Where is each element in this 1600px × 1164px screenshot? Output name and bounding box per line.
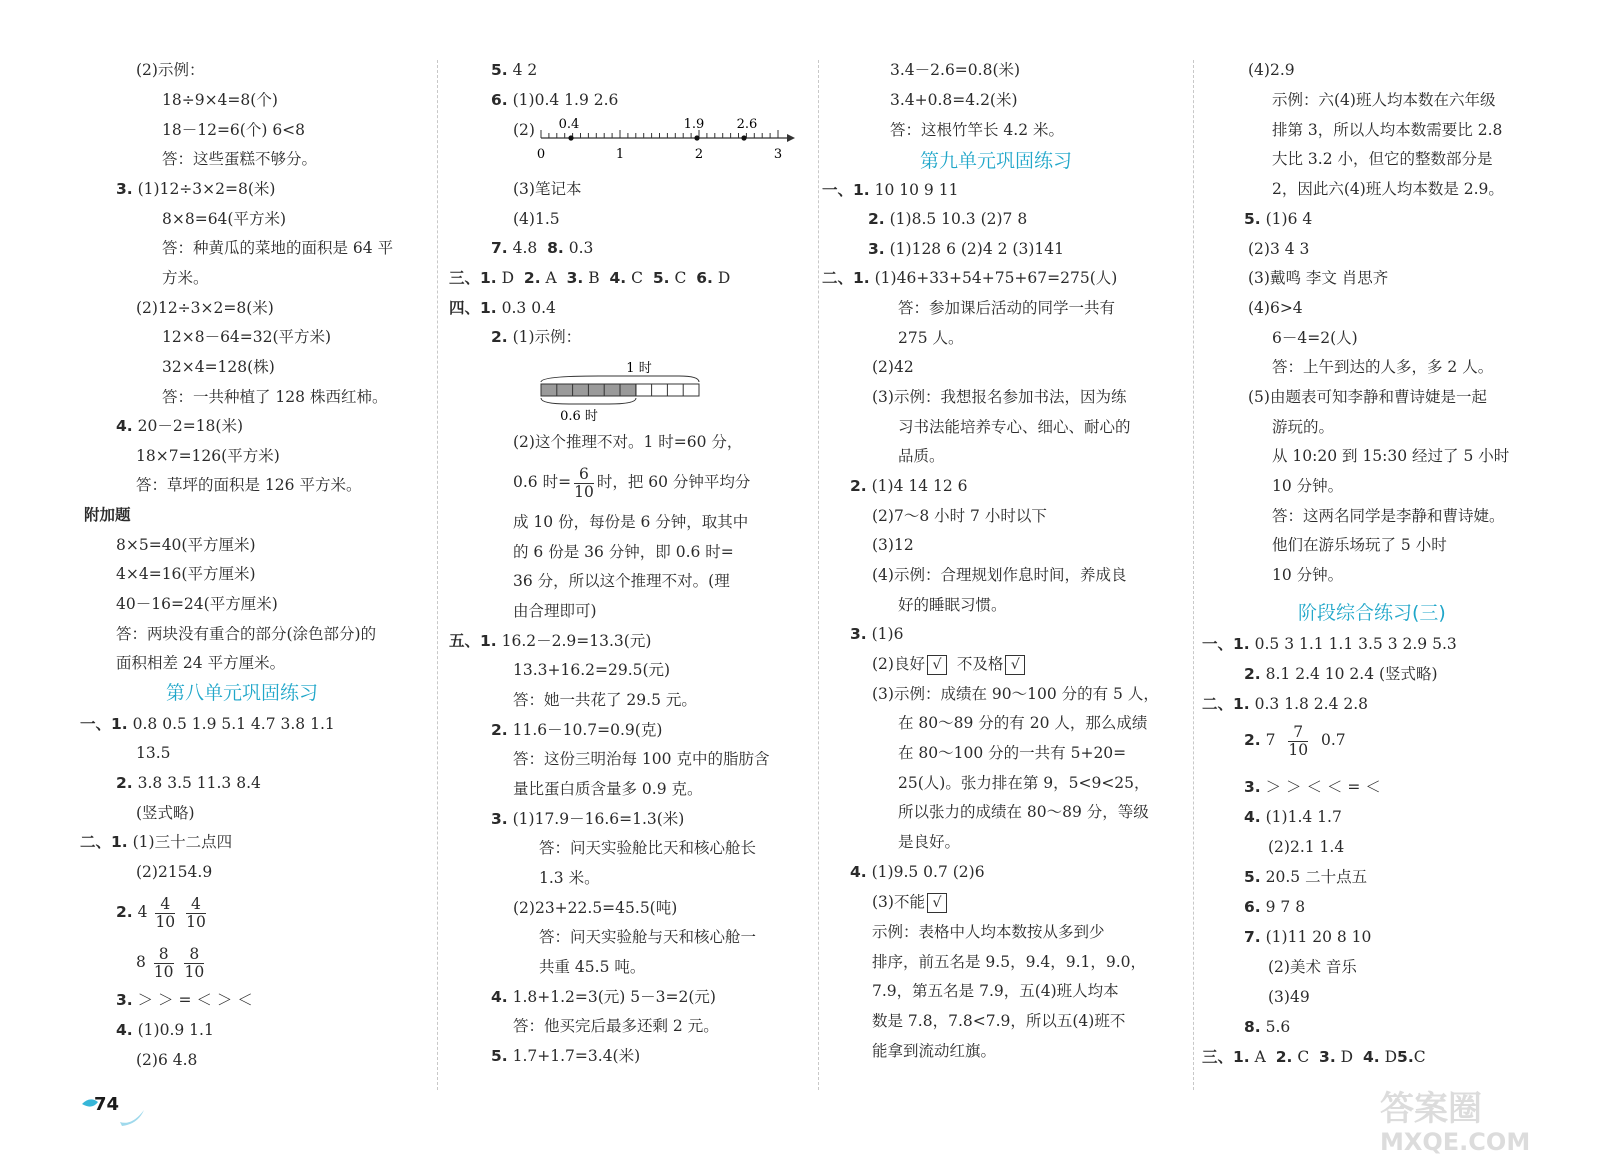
text-line: (3)12: [872, 536, 914, 554]
answer-column-2: [449, 54, 810, 1104]
text-line: 所以张力的成绩在 80～89 分，等级: [898, 803, 1149, 821]
text-line: 1.3 米。: [539, 869, 600, 887]
text-line: 答：问天实验舱与天和核心舱一: [539, 928, 757, 946]
text-line: (2)良好 √ 不及格 √: [872, 654, 1025, 675]
text-line: (3)示例：成绩在 90～100 分的有 5 人，: [872, 685, 1159, 703]
text-line: 6－4=2(人): [1272, 329, 1358, 347]
answer-column-4: [1202, 54, 1580, 1104]
question-number: 一、1.: [822, 181, 870, 199]
text-line: 五、1. 16.2－2.9=13.3(元): [449, 632, 652, 650]
question-number: 2.: [1244, 665, 1261, 683]
text-line: (5)由题表可知李静和曹诗婕是一起: [1248, 388, 1487, 406]
section-title-unit8: 第八单元巩固练习: [166, 682, 319, 704]
text-line: (4)1.5: [513, 210, 560, 228]
text-line: 3.4+0.8=4.2(米): [890, 91, 1018, 109]
text-line: 品质。: [898, 447, 945, 465]
text-line: 示例：六(4)班人均本数在六年级: [1272, 91, 1496, 109]
text-line: 18×7=126(平方米): [136, 447, 280, 465]
question-number: 3.: [1244, 778, 1261, 796]
text-line: 量比蛋白质含量多 0.9 克。: [513, 780, 703, 798]
text-line: 4. (1)1.4 1.7: [1244, 808, 1342, 826]
question-number: 二、1.: [80, 833, 128, 851]
number-line-point: [741, 135, 746, 140]
fraction-line: 2. 4 $\frac{4}{10}$ $\frac{4}{10}$: [116, 894, 206, 931]
text-line: 3. (1)6: [850, 625, 904, 643]
text-line: 8×5=40(平方厘米): [116, 536, 256, 554]
text-line: 6. 9 7 8: [1244, 898, 1306, 916]
text-line: 2. 3.8 3.5 11.3 8.4: [116, 774, 261, 792]
text-line: 排第 3，所以人均本数需要比 2.8: [1272, 121, 1503, 139]
question-number: 2.: [491, 721, 508, 739]
text-line: 4. 1.8+1.2=3(元) 5－3=2(元): [491, 988, 716, 1006]
question-number: 三、1.: [1202, 1048, 1250, 1066]
question-number: 6.: [1244, 898, 1261, 916]
text-line: 示例：表格中人均本数按从多到少: [872, 923, 1105, 941]
text-line: 4. (1)9.5 0.7 (2)6: [850, 863, 985, 881]
question-number: 2.: [1244, 731, 1261, 749]
text-line: 习书法能培养专心、细心、耐心的: [898, 418, 1131, 436]
text-line: 2. 11.6－10.7=0.9(克): [491, 721, 663, 739]
text-line: 3.4－2.6=0.8(米): [890, 61, 1021, 79]
text-line: 12×8－64=32(平方米): [162, 328, 332, 346]
text-line: 8. 5.6: [1244, 1018, 1291, 1036]
text-line: (3)不能 √: [872, 892, 947, 913]
bar-label-top: 1 时: [626, 361, 652, 376]
question-number: 3.: [868, 240, 885, 258]
text-line: 2. 8.1 2.4 10 2.4 (竖式略): [1244, 665, 1438, 683]
text-line: (2)2.1 1.4: [1268, 838, 1345, 856]
text-line: 5. 1.7+1.7=3.4(米): [491, 1047, 641, 1065]
text-line: 答：两块没有重合的部分(涂色部分)的: [116, 625, 377, 643]
number-line-point: [694, 135, 699, 140]
number-line-label: 0.4: [558, 117, 580, 132]
text-line: 答：这两名同学是李静和曹诗婕。: [1272, 507, 1505, 525]
question-number: 5.: [1244, 868, 1261, 886]
fraction: $\frac{7}{10}$: [1288, 722, 1309, 759]
question-number: 3.: [491, 810, 508, 828]
text-line: 10 分钟。: [1272, 566, 1344, 584]
check-box: √: [927, 655, 947, 675]
fraction: $\frac{6}{10}$: [574, 464, 594, 501]
number-line-label: 1.9: [683, 117, 705, 132]
text-line: 4×4=16(平方厘米): [116, 565, 256, 583]
text-line: 25(人)。张力排在第 9，5<9<25，: [898, 774, 1150, 792]
text-line: 5. (1)6 4: [1244, 210, 1313, 228]
question-number: 4.: [850, 863, 867, 881]
text-line: 二、1. (1)三十二点四: [80, 833, 233, 851]
text-line: 游玩的。: [1272, 418, 1335, 436]
text-line: 3. ＞ ＞ ＜ ＜ = ＜: [1244, 778, 1381, 796]
question-number: 一、1.: [80, 715, 128, 733]
fraction: $\frac{8}{10}$: [153, 944, 174, 981]
text-line: 数是 7.8，7.8<7.9，所以五(4)班不: [872, 1012, 1126, 1030]
text-line: 三、1. D 2. A 3. B 4. C 5. C 6. D: [449, 269, 731, 287]
text-line: 在 80～89 分的有 20 人，那么成绩: [898, 714, 1148, 732]
question-number: 3.: [116, 180, 133, 198]
text-line: (2)7～8 小时 7 小时以下: [872, 507, 1047, 525]
section-title-stage3: 阶段综合练习(三): [1298, 602, 1446, 624]
text-line: 排序，前五名是 9.5，9.4，9.1，9.0，: [872, 953, 1147, 971]
text-line: (4)6>4: [1248, 299, 1303, 317]
text-line: (2)2154.9: [136, 863, 213, 881]
text-line: 是良好。: [898, 833, 961, 851]
text-line: 13.3+16.2=29.5(元): [513, 661, 671, 679]
text-line: (2)3 4 3: [1248, 240, 1310, 258]
question-number: 4.: [116, 1021, 133, 1039]
text-line: 由合理即可): [513, 602, 597, 620]
question-number: 3.: [116, 991, 133, 1009]
text-line: (2)示例：: [136, 61, 205, 79]
text-line: (4)示例：合理规划作息时间，养成良: [872, 566, 1127, 584]
answer-column-1: [78, 54, 430, 1104]
question-number: 7.: [1244, 928, 1261, 946]
number-line-label: 0: [536, 147, 546, 162]
question-number: 3.: [850, 625, 867, 643]
text-line: (3)示例：我想报名参加书法，因为练: [872, 388, 1127, 406]
text-line: 二、1. 0.3 1.8 2.4 2.8: [1202, 695, 1369, 713]
question-number: 4.: [116, 417, 133, 435]
text-line: (4)2.9: [1248, 61, 1295, 79]
text-line: (3)49: [1268, 988, 1310, 1006]
text-line: 一、1. 10 10 9 11: [822, 181, 959, 199]
number-line-label: 3: [773, 147, 783, 162]
text-line: 6. (1)0.4 1.9 2.6: [491, 91, 619, 109]
text-line: 答：参加课后活动的同学一共有: [898, 299, 1116, 317]
text-line: 2. (1)4 14 12 6: [850, 477, 968, 495]
question-number: 5.: [491, 1047, 508, 1065]
column-divider: [818, 60, 819, 1090]
text-line: 大比 3.2 小，但它的整数部分是: [1272, 150, 1493, 168]
question-number: 2.: [850, 477, 867, 495]
fraction-line: 8 $\frac{8}{10}$ $\frac{8}{10}$: [136, 944, 205, 981]
text-line: 2. (1)示例：: [491, 328, 582, 346]
question-number: 二、1.: [822, 269, 870, 287]
question-number: 二、1.: [1202, 695, 1250, 713]
text-line: 答：上午到达的人多，多 2 人。: [1272, 358, 1494, 376]
question-number: 5.: [491, 61, 508, 79]
fraction-line: 0.6 时= $\frac{6}{10}$ 时，把 60 分钟平均分: [513, 464, 751, 501]
text-line: 2，因此六(4)班人均本数是 2.9。: [1272, 180, 1504, 198]
text-line: 3. (1)12÷3×2=8(米): [116, 180, 276, 198]
text-line: (2)42: [872, 358, 914, 376]
question-number: 2.: [116, 903, 133, 921]
question-number: 一、1.: [1202, 635, 1250, 653]
text-line: 5. 20.5 二十点五: [1244, 868, 1368, 886]
text-line: 32×4=128(株): [162, 358, 275, 376]
question-number: 2.: [116, 774, 133, 792]
text-line: (2)12÷3×2=8(米): [136, 299, 274, 317]
text-line: 2. (1)8.5 10.3 (2)7 8: [868, 210, 1028, 228]
page-number: 74: [94, 1094, 120, 1115]
svg-text:答案圈: 答案圈: [1380, 1089, 1482, 1129]
question-number: 8.: [1244, 1018, 1261, 1036]
text-line: 4. (1)0.9 1.1: [116, 1021, 214, 1039]
text-line: (2)这个推理不对。1 时=60 分，: [513, 433, 743, 451]
text-line: (2)美术 音乐: [1268, 958, 1357, 976]
text-line: 三、1. A 2. C 3. D 4. D5.C: [1202, 1048, 1426, 1066]
text-line: 3. ＞ ＞ = ＜ ＞ ＜: [116, 991, 253, 1009]
bar-diagram: [539, 352, 739, 426]
number-line-diagram: [536, 114, 799, 170]
text-line: 答：这根竹竿长 4.2 米。: [890, 121, 1065, 139]
text-line: 方米。: [162, 269, 209, 287]
text-line: 7. 4.8 8. 0.3: [491, 239, 594, 257]
text-line: 答：这份三明治每 100 克中的脂肪含: [513, 750, 770, 768]
text-line: 面积相差 24 平方厘米。: [116, 654, 286, 672]
text-line: 275 人。: [898, 329, 964, 347]
text-line: 答：他买完后最多还剩 2 元。: [513, 1017, 719, 1035]
text-line: (2)23+22.5=45.5(吨): [513, 899, 678, 917]
text-line: 4. 20－2=18(米): [116, 417, 244, 435]
text-line: 答：她一共花了 29.5 元。: [513, 691, 697, 709]
text-line: 3. (1)17.9－16.6=1.3(米): [491, 810, 685, 828]
text-line: 3. (1)128 6 (2)4 2 (3)141: [868, 240, 1064, 258]
column-divider: [1193, 60, 1194, 1090]
question-number: 4.: [1244, 808, 1261, 826]
text-line: (2): [513, 121, 535, 139]
text-line: 答：这些蛋糕不够分。: [162, 150, 318, 168]
text-line: 能拿到流动红旗。: [872, 1042, 997, 1060]
text-line: 7. (1)11 20 8 10: [1244, 928, 1372, 946]
fraction: $\frac{4}{10}$: [186, 894, 206, 931]
text-line: 二、1. (1)46+33+54+75+67=275(人): [822, 269, 1118, 287]
text-line: 答：问天实验舱比天和核心舱长: [539, 839, 757, 857]
section-title-unit9: 第九单元巩固练习: [920, 150, 1073, 172]
text-line: 10 分钟。: [1272, 477, 1344, 495]
text-line: 成 10 份，每份是 6 分钟，取其中: [513, 513, 749, 531]
text-line: 36 分，所以这个推理不对。(理: [513, 572, 730, 590]
fraction: $\frac{8}{10}$: [184, 944, 205, 981]
watermark: [1376, 1086, 1586, 1160]
question-number: 三、1.: [449, 269, 497, 287]
text-line: 18÷9×4=8(个): [162, 91, 278, 109]
text-line: 答：种黄瓜的菜地的面积是 64 平: [162, 239, 394, 257]
bar-label-bottom: 0.6 时: [560, 409, 598, 424]
svg-text:MXQE.COM: MXQE.COM: [1380, 1128, 1531, 1156]
text-line: (竖式略): [136, 804, 195, 822]
text-line: 的 6 份是 36 分钟，即 0.6 时=: [513, 543, 734, 561]
section-label: 附加题: [84, 506, 131, 524]
text-line: 好的睡眠习惯。: [898, 596, 1007, 614]
check-box: √: [927, 893, 947, 913]
text-line: 40－16=24(平方厘米): [116, 595, 278, 613]
text-line: (2)6 4.8: [136, 1051, 198, 1069]
text-line: 答：草坪的面积是 126 平方米。: [136, 476, 362, 494]
text-line: 答：一共种植了 128 株西红柿。: [162, 388, 388, 406]
text-line: 一、1. 0.5 3 1.1 1.1 3.5 3 2.9 5.3: [1202, 635, 1457, 653]
fraction-line: 2. 7 $\frac{7}{10}$ 0.7: [1244, 722, 1346, 759]
text-line: 共重 45.5 吨。: [539, 958, 646, 976]
text-line: 他们在游乐场玩了 5 小时: [1272, 536, 1447, 554]
number-line-label: 2.6: [736, 117, 758, 132]
column-divider: [437, 60, 438, 1090]
text-line: 一、1. 0.8 0.5 1.9 5.1 4.7 3.8 1.1: [80, 715, 335, 733]
text-line: 18－12=6(个) 6<8: [162, 121, 306, 139]
text-line: 8×8=64(平方米): [162, 210, 287, 228]
question-number: 2.: [868, 210, 885, 228]
number-line-label: 2: [694, 147, 704, 162]
question-number: 5.: [1244, 210, 1261, 228]
text-line: (3)笔记本: [513, 180, 582, 198]
text-line: (3)戴鸣 李文 肖思齐: [1248, 269, 1389, 287]
watermark-logo-icon: [1376, 1086, 1586, 1156]
question-number: 8.: [547, 239, 564, 257]
text-line: 四、1. 0.3 0.4: [449, 299, 556, 317]
question-number: 4.: [491, 988, 508, 1006]
text-line: 5. 4 2: [491, 61, 538, 79]
question-number: 6.: [491, 91, 508, 109]
text-line: 13.5: [136, 744, 171, 762]
number-line-point: [568, 135, 573, 140]
check-box: √: [1005, 655, 1025, 675]
text-line: 7.9，第五名是 7.9，五(4)班人均本: [872, 982, 1119, 1000]
answer-column-3: [822, 54, 1190, 1104]
question-number: 2.: [491, 328, 508, 346]
question-number: 7.: [491, 239, 508, 257]
fraction: $\frac{4}{10}$: [155, 894, 176, 931]
question-number: 五、1.: [449, 632, 497, 650]
question-number: 四、1.: [449, 299, 497, 317]
text-line: 在 80～100 分的一共有 5+20=: [898, 744, 1127, 762]
number-line-label: 1: [615, 147, 625, 162]
text-line: 从 10:20 到 15:30 经过了 5 小时: [1272, 447, 1510, 465]
